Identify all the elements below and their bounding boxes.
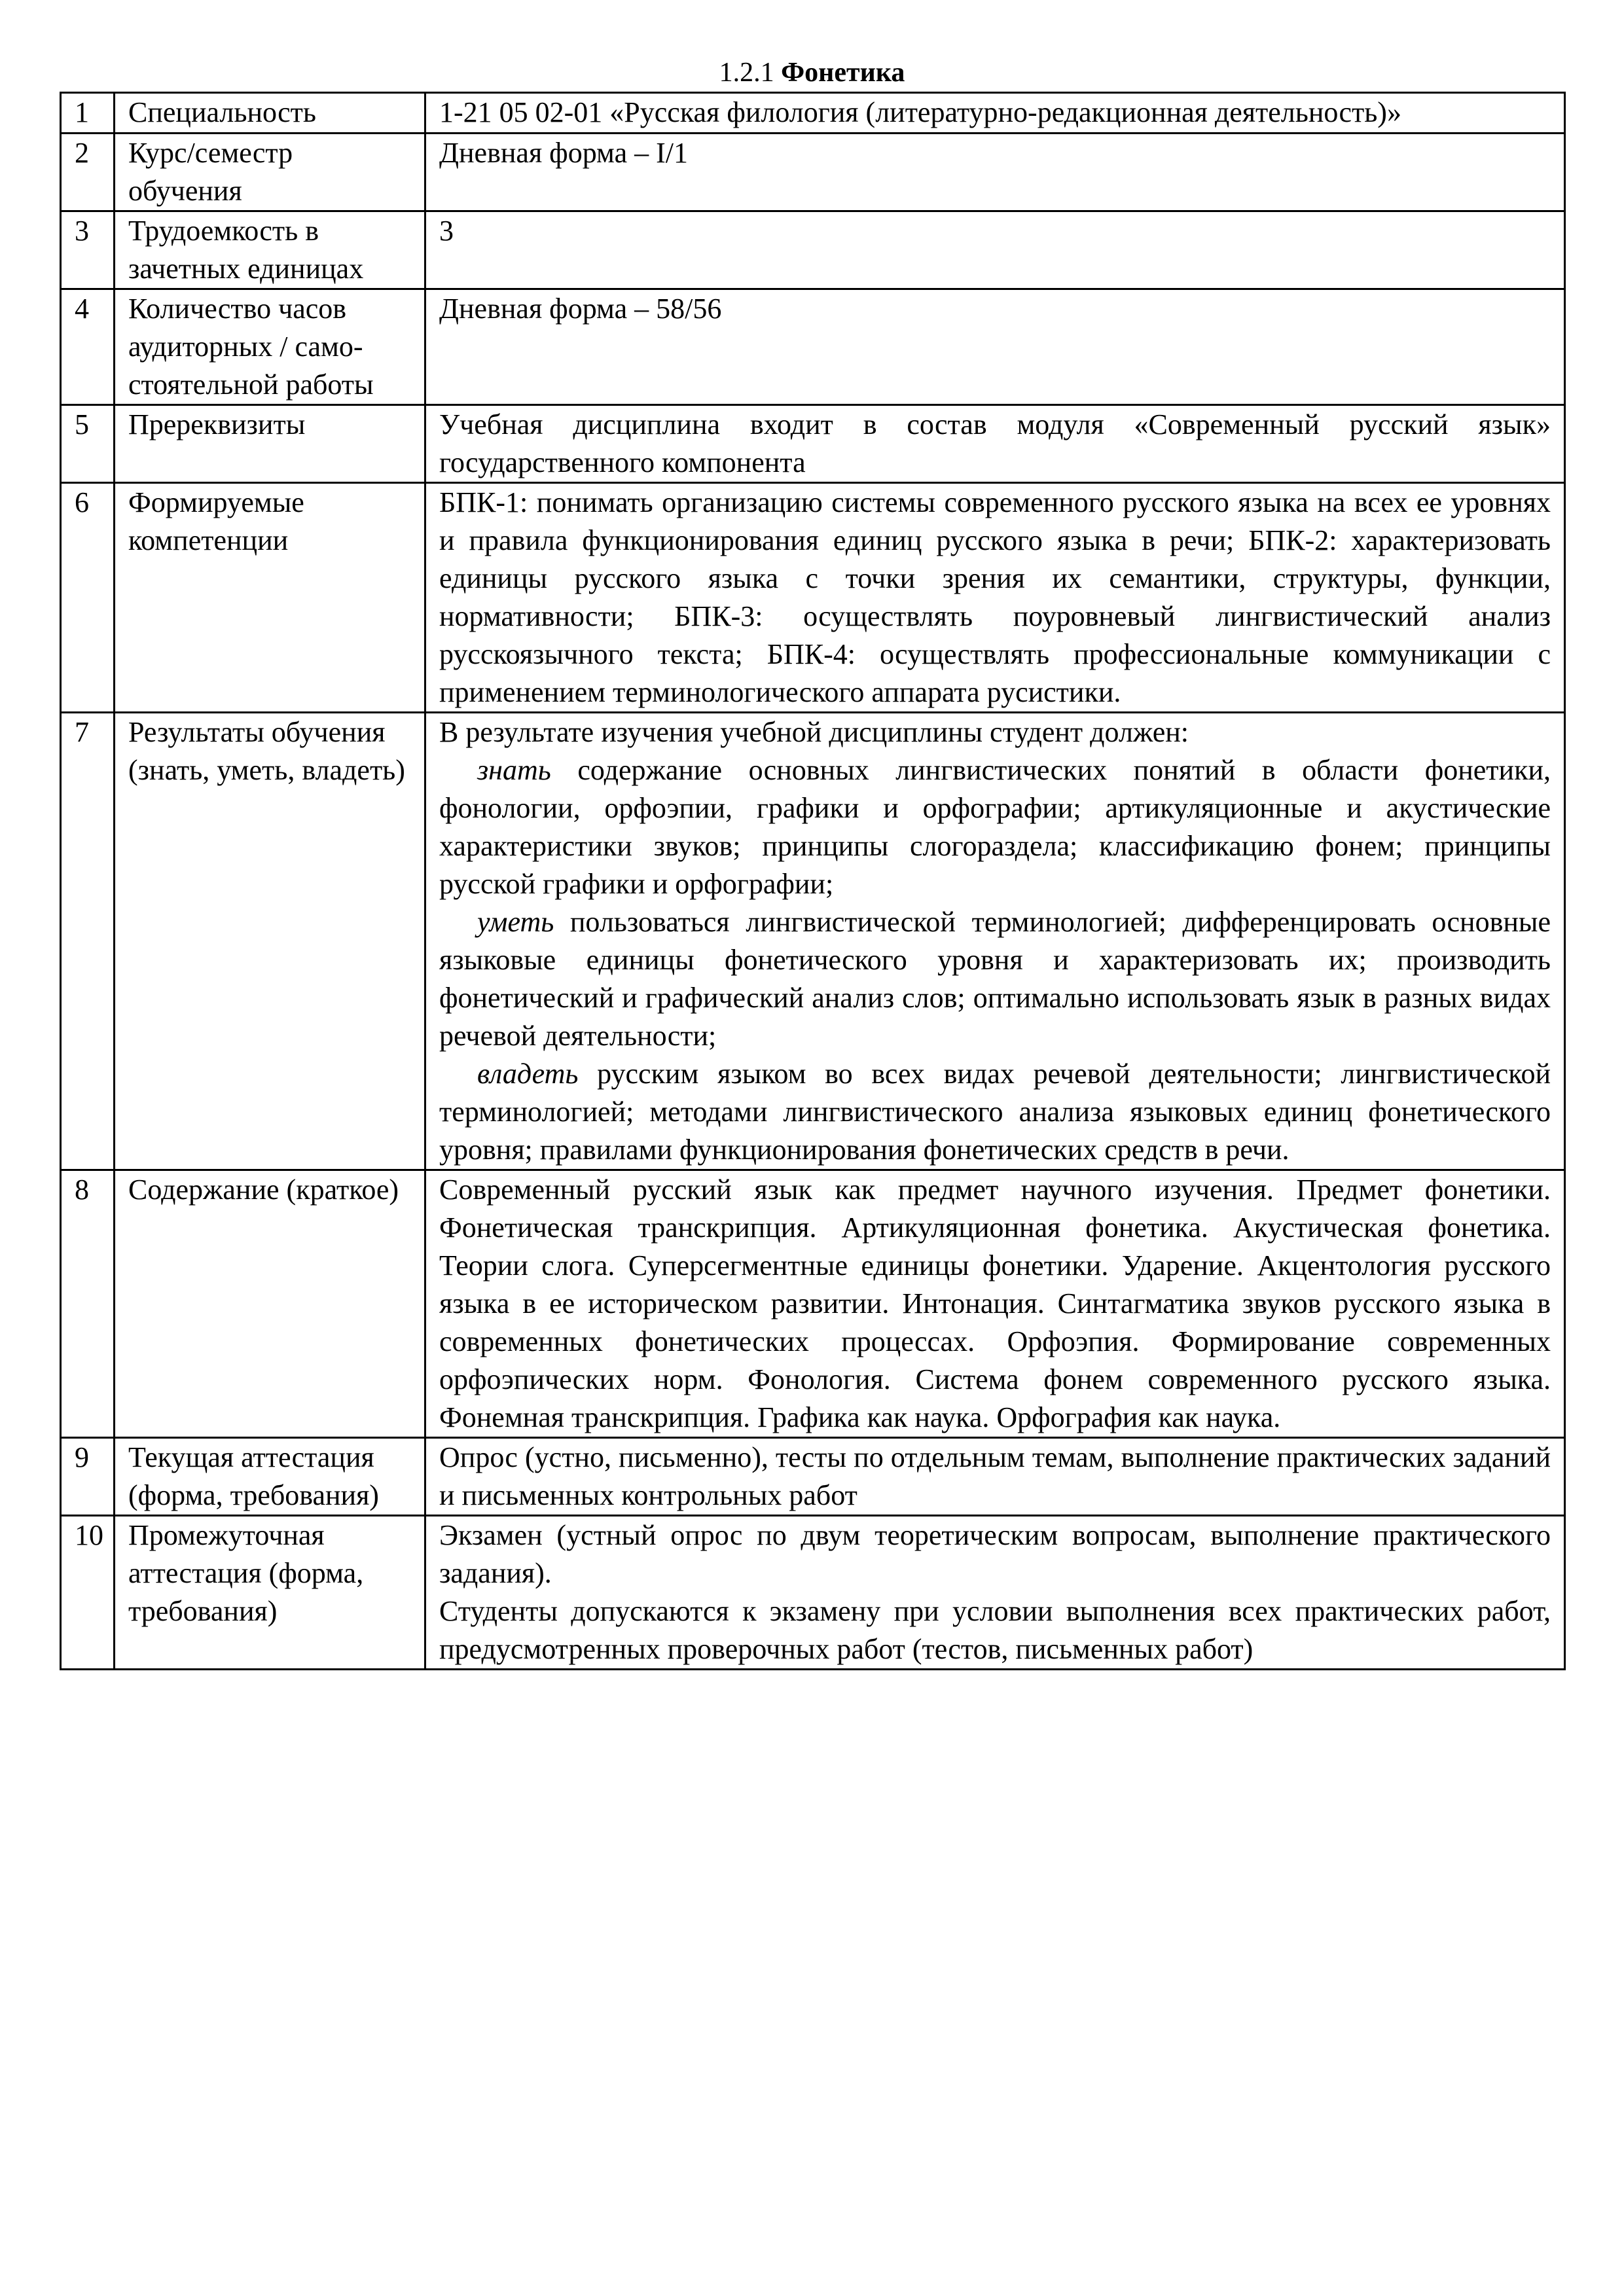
table-row [61,405,1565,483]
section-heading [0,55,1624,90]
row-label: Формируемые компетенции [115,483,425,713]
course-description-table [60,92,1566,1670]
results-know [439,751,1551,903]
row-label: Количество часов аудиторных / само-стоятельной работы [115,289,425,405]
table-row [61,93,1565,134]
row-value: Учебная дисциплина входит в состав модуля «Современный русский язык» государственного компонента [425,405,1565,483]
row-value [425,713,1565,1170]
row-value: 1-21 05 02-01 «Русская филология (литературно-редакционная деятельность)» [425,93,1565,134]
table-row [61,483,1565,713]
row-number: 3 [61,211,115,289]
row-value: Дневная форма – I/1 [425,134,1565,211]
row-label: Специальность [115,93,425,134]
own-term: владеть [477,1058,579,1090]
row-number: 1 [61,93,115,134]
know-term: знать [477,754,551,786]
exam-form: Экзамен (устный опрос по двум теоретическим вопросам, выполнение практического задания). [439,1519,1551,1589]
own-text: русским языком во всех видах речевой деятельности; лингвистической терминологией; методами лингвистического анализа языковых единиц фонетического уровня; правилами функционирования фонетических средств в речи. [439,1058,1551,1166]
row-value: Опрос (устно, письменно), тесты по отдельным темам, выполнение практических заданий и письменных контрольных работ [425,1438,1565,1516]
section-title: Фонетика [781,58,905,88]
table-row [61,713,1565,1170]
row-value [425,1516,1565,1670]
results-own [439,1055,1551,1169]
row-label: Курс/семестр обучения [115,134,425,211]
table-row [61,134,1565,211]
row-number: 4 [61,289,115,405]
row-value: БПК-1: понимать организацию системы современного русского языка на всех ее уровнях и правила функционирования единиц русского языка в речи; БПК-2: характеризовать единицы русского языка с точки зрения их семантики, структуры, функции, нормативности; БПК-3: осуществлять поуровневый лингвистический анализ русскоязычного текста; БПК-4: осуществлять профессиональные коммуникации с применением терминологического аппарата русистики. [425,483,1565,713]
row-label: Пререквизиты [115,405,425,483]
row-number: 6 [61,483,115,713]
row-label: Промежуточная аттестация (форма, требования) [115,1516,425,1670]
row-number: 9 [61,1438,115,1516]
can-text: пользоваться лингвистической терминологией; дифференцировать основные языковые единицы фонетического уровня и характеризовать их; производить фонетический и графический анализ слов; оптимально использовать язык в разных видах речевой деятельности; [439,906,1551,1052]
row-label: Текущая аттестация (форма, требования) [115,1438,425,1516]
results-intro: В результате изучения учебной дисциплины студент должен: [439,716,1189,748]
row-value: 3 [425,211,1565,289]
table-row [61,211,1565,289]
row-label: Содержание (краткое) [115,1170,425,1438]
table-row [61,1170,1565,1438]
know-text: содержание основных лингвистических понятий в области фонетики, фонологии, орфоэпии, графики и орфографии; артикуляционные и акустические характеристики звуков; принципы слогораздела; классификацию фонем; принципы русской графики и орфографии; [439,754,1551,900]
row-number: 5 [61,405,115,483]
row-value: Современный русский язык как предмет научного изучения. Предмет фонетики. Фонетическая транскрипция. Артикуляционная фонетика. Акустическая фонетика. Теории слога. Суперсегментные единицы фонетики. Ударение. Акцентология русского языка в ее историческом развитии. Интонация. Синтагматика звуков русского языка в современных фонетических процессах. Орфоэпия. Формирование современных орфоэпических норм. Фонология. Система фонем современного русского языка. Фонемная транскрипция. Графика как наука. Орфография как наука. [425,1170,1565,1438]
row-label: Трудоемкость в зачетных единицах [115,211,425,289]
row-value: Дневная форма – 58/56 [425,289,1565,405]
row-label: Результаты обучения (знать, уметь, владеть) [115,713,425,1170]
row-number: 7 [61,713,115,1170]
results-can [439,903,1551,1055]
table-row [61,1438,1565,1516]
row-number: 2 [61,134,115,211]
table-row [61,289,1565,405]
table-row [61,1516,1565,1670]
can-term: уметь [477,906,554,938]
exam-admission: Студенты допускаются к экзамену при условии выполнения всех практических работ, предусмотренных проверочных работ (тестов, письменных работ) [439,1595,1551,1665]
row-number: 8 [61,1170,115,1438]
section-number: 1.2.1 [719,58,774,88]
row-number: 10 [61,1516,115,1670]
